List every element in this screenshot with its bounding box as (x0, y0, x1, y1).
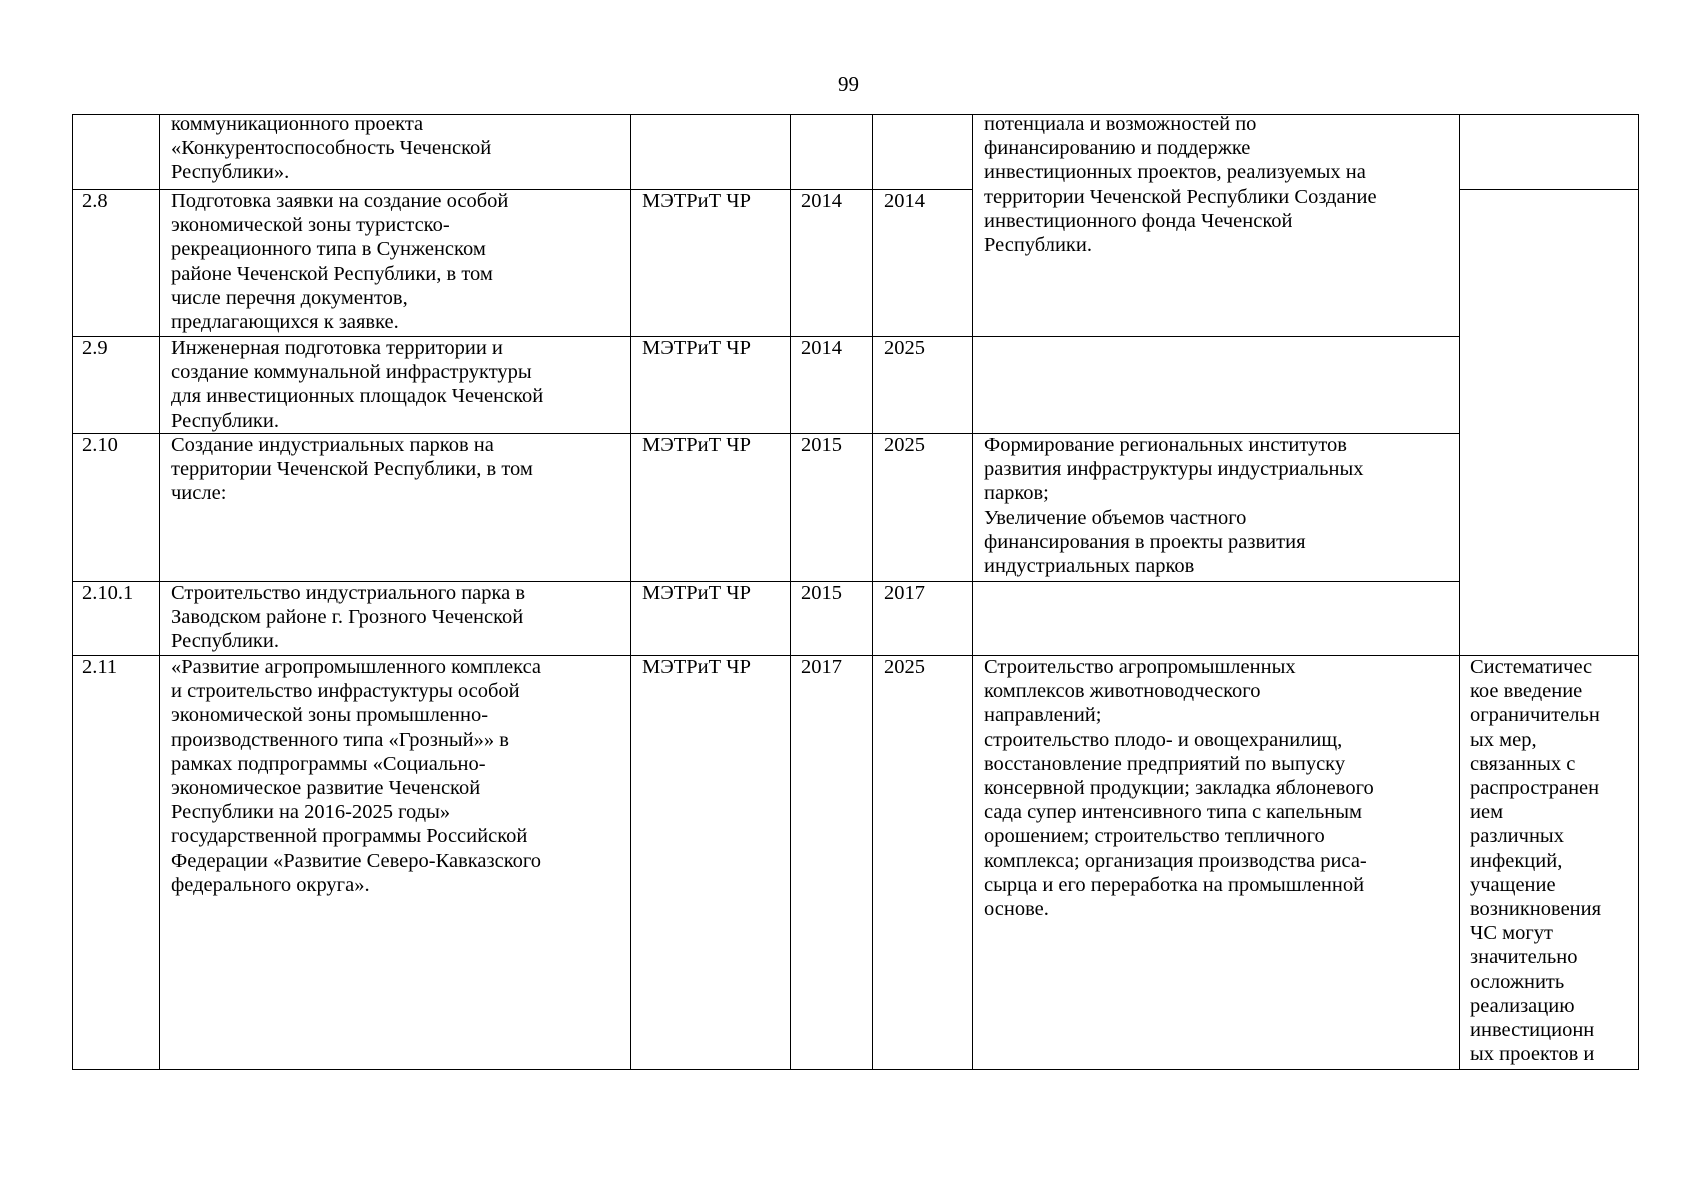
end-year: 2017 (884, 582, 925, 604)
table-right-border (1638, 114, 1639, 1070)
measure-name: коммуникационного проекта «Конкурентоспособность Чеченской Республики». (171, 113, 492, 184)
col-line-6 (1459, 114, 1460, 1070)
start-year: 2014 (801, 190, 842, 212)
result-line-1 (972, 336, 1459, 337)
table-left-border (72, 114, 73, 1070)
row-number: 2.10 (82, 434, 118, 456)
start-year: 2015 (801, 434, 842, 456)
col-line-5 (972, 114, 973, 1070)
end-year: 2025 (884, 337, 925, 359)
table-bottom-border (72, 1069, 1639, 1070)
row-number: 2.11 (82, 656, 118, 678)
col-line-4 (872, 114, 873, 1070)
expected-result: потенциала и возможностей по финансированию и поддержке инвестиционных проектов, реализуемых на территории Чеченской Республики Создание инвестиционного фонда Чеченской Республики. (984, 113, 1377, 257)
executor: МЭТРиТ ЧР (642, 656, 752, 678)
risk-line-1 (1459, 189, 1639, 190)
col-line-3 (790, 114, 791, 1070)
measure-name: «Развитие агропромышленного комплекса и строительство инфрастуктуры особой экономической зоны промышленно- производственного типа «Грозный»» в рамках подпрограммы «Социально- экономическое развитие Чеченской Республики на 2016-2025 годы» государственной программы Российской Федерации «Развитие Северо-Кавказского федерального округа». (171, 656, 542, 896)
executor: МЭТРиТ ЧР (642, 434, 752, 456)
result-line-3 (972, 581, 1459, 582)
executor: МЭТРиТ ЧР (642, 582, 752, 604)
measure-name: Инженерная подготовка территории и создание коммунальной инфраструктуры для инвестиционных площадок Чеченской Республики. (171, 337, 544, 432)
executor: МЭТРиТ ЧР (642, 337, 752, 359)
col-line-1 (159, 114, 160, 1070)
start-year: 2015 (801, 582, 842, 604)
measure-name: Подготовка заявки на создание особой экономической зоны туристско- рекреационного типа в Сунженском районе Чеченской Республики, в том числе перечня документов, предлагающихся к заявке. (171, 190, 509, 334)
end-year: 2014 (884, 190, 925, 212)
risk-description: Систематичес кое введение ограничительн ых мер, связанных с распространен ием различных инфекций, учащение возникновения ЧС могут значительно осложнить реализацию инвестиционн ых проектов и (1470, 656, 1602, 1066)
row-number: 2.8 (82, 190, 108, 212)
row-number: 2.10.1 (82, 582, 134, 604)
executor: МЭТРиТ ЧР (642, 190, 752, 212)
col-line-2 (630, 114, 631, 1070)
measure-name: Строительство индустриального парка в Заводском районе г. Грозного Чеченской Республики. (171, 582, 526, 653)
page-number: 99 (838, 72, 859, 96)
start-year: 2017 (801, 656, 842, 678)
start-year: 2014 (801, 337, 842, 359)
end-year: 2025 (884, 656, 925, 678)
measures-table (72, 114, 1639, 1070)
expected-result: Формирование региональных институтов развития инфраструктуры индустриальных парков; Увеличение объемов частного финансирования в проекты развития индустриальных парков (984, 434, 1364, 578)
expected-result: Строительство агропромышленных комплексов животноводческого направлений; строительство плодо- и овощехранилищ, восстановление предприятий по выпуску консервной продукции; закладка яблоневого сада супер интенсивного типа с капельным орошением; строительство тепличного комплекса; организация производства риса- сырца и его переработка на промышленной основе. (984, 656, 1374, 921)
row-number: 2.9 (82, 337, 108, 359)
end-year: 2025 (884, 434, 925, 456)
measure-name: Создание индустриальных парков на территории Чеченской Республики, в том числе: (171, 434, 533, 505)
